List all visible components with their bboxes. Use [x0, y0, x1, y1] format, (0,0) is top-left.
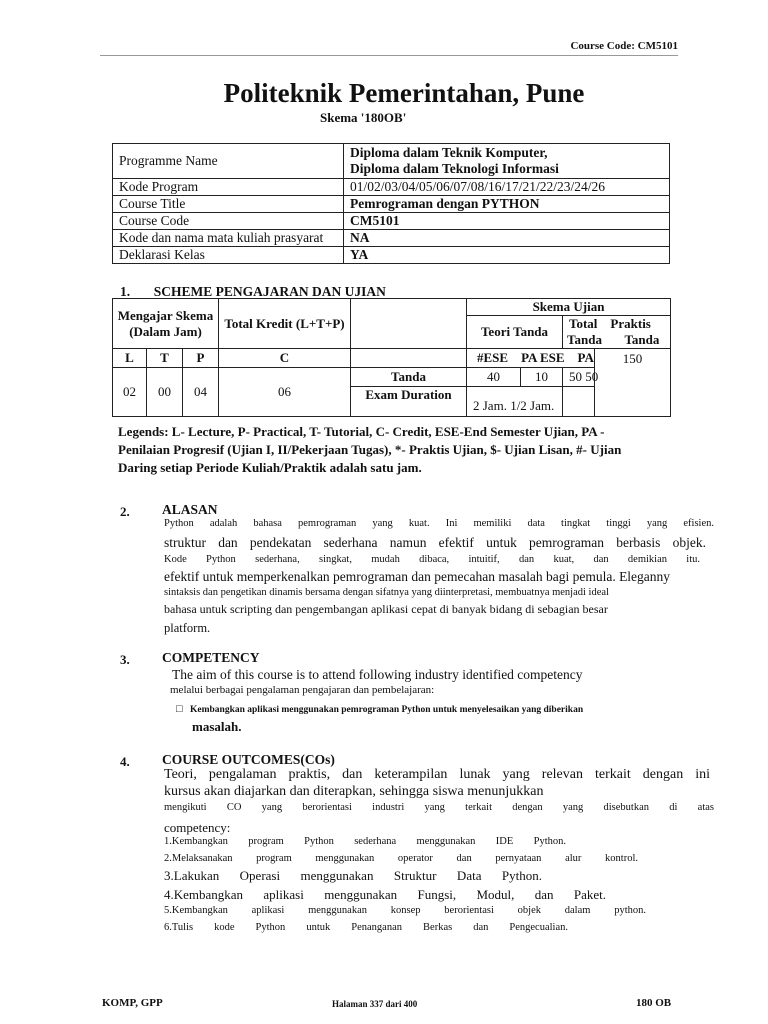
col-c: C: [219, 349, 351, 368]
section2-heading: ALASAN: [162, 502, 218, 517]
info-value: 01/02/03/04/05/06/07/08/16/17/21/22/23/24/26: [344, 179, 670, 196]
total-value: 150: [595, 349, 671, 417]
section3-line: melalui berbagai pengalaman pengajaran dan pembelajaran:: [170, 684, 435, 696]
footer-page-number: Halaman 337 dari 400: [332, 999, 418, 1009]
section4-number: 4.: [120, 754, 130, 769]
pa-value: 10: [521, 368, 563, 387]
col-p: P: [183, 349, 219, 368]
course-outcome-item: 2.Melaksanakan program menggunakan operator dan pernyataan alur kontrol.: [164, 853, 638, 864]
tanda-label: Tanda: [351, 368, 467, 387]
value-p: 04: [183, 368, 219, 417]
section2-number: 2.: [120, 504, 130, 519]
info-value: NA: [344, 230, 670, 247]
header-divider: [100, 55, 678, 56]
header-course-code: Course Code: CM5101: [570, 40, 678, 52]
blank-cell: [351, 349, 467, 368]
info-value-line: Diploma dalam Teknologi Informasi: [350, 161, 559, 176]
table-row: [113, 196, 670, 213]
course-outcome-item: 5.Kembangkan aplikasi menggunakan konsep berorientasi objek dalam python.: [164, 905, 646, 916]
table-row: [113, 247, 670, 264]
section3-heading: COMPETENCY: [162, 650, 260, 665]
value-c: 06: [219, 368, 351, 417]
info-key: Programme Name: [113, 144, 344, 179]
section2-line: Python adalah bahasa pemrograman yang kuat. Ini memiliki data tingkat tinggi yang efisien.: [164, 518, 714, 529]
course-outcome-item: 3.Lakukan Operasi menggunakan Struktur Data Python.: [164, 868, 542, 883]
mengajar-header: Mengajar Skema (Dalam Jam): [113, 299, 219, 349]
section4-line: Teori, pengalaman praktis, dan keterampilan lunak yang relevan terkait dengan ini: [164, 767, 710, 782]
section2-line: platform.: [164, 621, 211, 635]
info-key: Kode dan nama mata kuliah prasyarat: [113, 230, 344, 247]
blank-cell: [563, 387, 595, 417]
tanda-header: Tanda Tanda: [563, 332, 671, 349]
info-key: Kode Program: [113, 179, 344, 196]
section3-number: 3.: [120, 652, 130, 667]
ese-pa-header: #ESE PA ESE PA: [467, 349, 595, 368]
info-value: CM5101: [344, 213, 670, 230]
total-kredit-header: Total Kredit (L+T+P): [219, 299, 351, 349]
ese-value: 40: [467, 368, 521, 387]
section2-line: efektif untuk memperkenalkan pemrograman dan pemecahan masalah bagi pemula. Eleganny: [164, 569, 671, 584]
section2-line: struktur dan pendekatan sederhana namun efektif untuk pemrograman berbasis objek.: [164, 535, 706, 550]
value-l: 02: [113, 368, 147, 417]
competency-item: Kembangkan aplikasi menggunakan pemrograman Python untuk menyelesaikan yang diberikan: [190, 705, 584, 715]
col-l: L: [113, 349, 147, 368]
course-outcome-item: 4.Kembangkan aplikasi menggunakan Fungsi, Modul, dan Paket.: [164, 887, 606, 902]
course-outcome-item: 1.Kembangkan program Python sederhana menggunakan IDE Python.: [164, 836, 566, 847]
skema-ujian-header: Skema Ujian: [467, 299, 671, 316]
footer-left: KOMP, GPP: [102, 997, 163, 1009]
col-t: T: [147, 349, 183, 368]
section2-line: sintaksis dan pengetikan dinamis bersama dengan sifatnya yang diinterpretasi, membuatnya menjadi ideal: [164, 587, 609, 598]
info-key: Course Title: [113, 196, 344, 213]
info-value: YA: [344, 247, 670, 264]
info-key: Deklarasi Kelas: [113, 247, 344, 264]
teori-header: Teori Tanda: [467, 316, 563, 349]
section3-line: The aim of this course is to attend following industry identified competency: [172, 667, 583, 682]
footer-right: 180 OB: [636, 997, 672, 1009]
table-row: [113, 230, 670, 247]
blank-header: [351, 299, 467, 349]
praktis-values: 50 50: [563, 368, 595, 387]
course-outcome-item: 6.Tulis kode Python untuk Penanganan Berkas dan Pengecualian.: [164, 922, 568, 933]
section4-line: competency:: [164, 820, 231, 835]
info-value: Pemrograman dengan PYTHON: [344, 196, 670, 213]
table-row: [113, 179, 670, 196]
info-value-line: Diploma dalam Teknik Komputer,: [350, 145, 548, 160]
section4-line: kursus akan diajarkan dan diterapkan, sehingga siswa menunjukkan: [164, 784, 544, 799]
table-row: [113, 144, 670, 179]
value-t: 00: [147, 368, 183, 417]
total-praktis-header: Total Praktis: [563, 316, 671, 333]
page-title: Politeknik Pemerintahan, Pune: [223, 78, 585, 108]
table-row: [113, 213, 670, 230]
scheme-name: Skema '180OB': [320, 110, 407, 125]
legends: Legends: L- Lecture, P- Practical, T- Tutorial, C- Credit, ESE-End Semester Ujian, PA - Penilaian Progresif (Ujian I, II/Pekerjaan Tugas), *- Praktis Ujian, $- Ujian Lisan, #- Ujian Daring setiap Periode Kuliah/Praktik adalah satu jam.: [118, 424, 622, 475]
info-value: [344, 144, 670, 179]
section4-line: mengikuti CO yang berorientasi industri yang terkait dengan yang disebutkan di atas: [164, 802, 714, 813]
square-bullet-icon: □: [176, 703, 183, 715]
section2-line: bahasa untuk scripting dan pengembangan aplikasi cepat di banyak bidang di sebagian besar: [164, 602, 608, 616]
exam-duration-label: Exam Duration: [351, 387, 467, 417]
duration-value: 2 Jam. 1/2 Jam.: [467, 387, 563, 417]
competency-item-cont: masalah.: [192, 719, 242, 734]
scheme-table: [112, 298, 671, 417]
course-info-table: [112, 143, 670, 264]
info-key: Course Code: [113, 213, 344, 230]
section1-heading: 1. SCHEME PENGAJARAN DAN UJIAN: [120, 284, 386, 299]
section2-line: Kode Python sederhana, singkat, mudah dibaca, intuitif, dan kuat, dan demikian itu.: [164, 554, 700, 565]
section4-heading: COURSE OUTCOMES(COs): [162, 752, 335, 767]
